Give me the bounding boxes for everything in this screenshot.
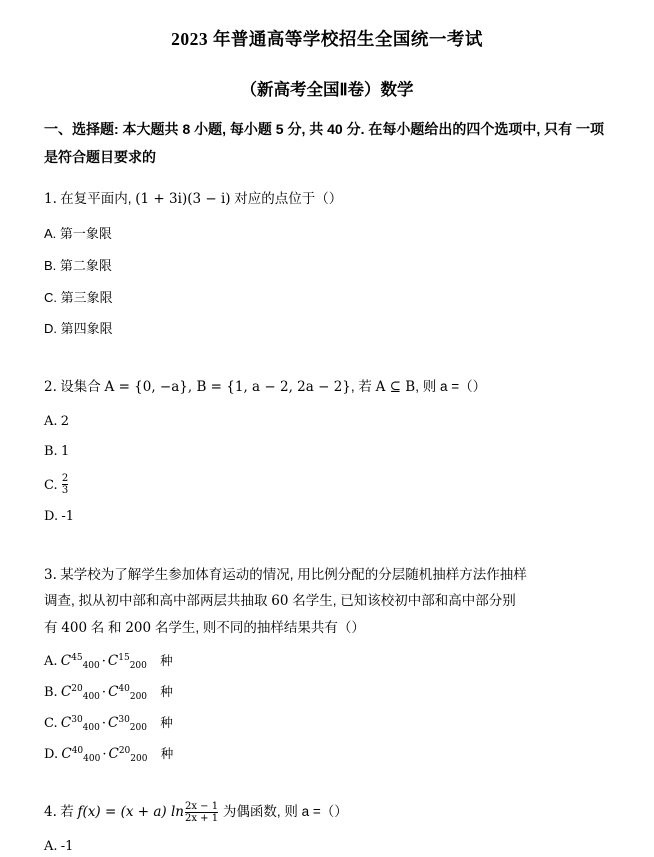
question-3-option-d-comb1: $C^{40}_{400}$ [61,745,101,764]
question-3-option-b-label: B. [44,684,58,700]
question-3-option-a-comb2: $C^{15}_{200}$ [107,653,147,672]
question-1-option-d[interactable]: D. 第四象限 [44,321,113,337]
question-3-options [44,652,610,764]
cdot-icon: · [101,654,106,670]
question-3-option-a[interactable] [44,652,610,672]
exam-paper-page [0,26,654,856]
question-2-option-c[interactable] [44,473,610,496]
question-3-option-c-comb2: $C^{30}_{200}$ [108,714,147,733]
question-3-stem-line3-c: 名学生, 则不同的抽样结果共有（） [151,619,365,635]
question-2-stem [44,374,610,400]
question-3-count-junior: 400 [61,619,88,636]
spacer-1 [44,339,610,361]
question-4 [44,799,610,856]
question-4-number: 4. [44,804,57,821]
question-1-option-c[interactable]: C. 第三象限 [44,289,113,305]
question-3-option-c[interactable] [44,714,610,734]
spacer-3 [44,764,610,786]
question-2-stem-mid: , 若 [350,379,376,395]
question-3-stem [44,562,610,641]
question-2-number: 2. [44,379,57,396]
question-1 [44,186,610,340]
question-4-fraction: $\frac{2x - 1}{2x + 1}$ [184,800,219,824]
question-3-option-d-unit: 种 [160,746,174,761]
question-4-stem [44,799,610,825]
question-3 [44,562,610,764]
question-3-option-d-label: D. [44,746,59,762]
question-3-stem-line2-b: 名学生, 已知该校初中部和高中部分别 [288,593,516,609]
question-2-option-c-label: C. [44,478,58,494]
question-2-option-c-value: $\frac{2}{3}$ [61,473,69,497]
question-2-option-b[interactable] [44,442,610,462]
question-3-stem-line3-a: 有 [44,619,62,635]
question-3-stem-line1 [44,562,610,588]
question-2-stem-post: , 则 a =（） [415,379,487,395]
question-3-option-b[interactable] [44,683,610,703]
question-4-options [44,837,610,857]
question-1-option-b[interactable]: B. 第二象限 [44,257,112,273]
question-3-stem-line1-text: 某学校为了解学生参加体育运动的情况, 用比例分配的分层随机抽样方法作抽样 [60,567,527,583]
question-2-options [44,412,610,528]
question-3-stem-line3-b: 名 和 [87,619,126,635]
question-1-stem [44,186,610,212]
question-1-option-a[interactable]: A. 第一象限 [44,225,112,241]
question-1-number: 1. [44,190,57,207]
question-4-stem-pre: 若 [60,804,78,820]
question-1-options [44,225,610,339]
question-2-stem-math2: A ⊆ B [375,379,416,396]
question-4-option-a-label: A. [44,838,58,854]
question-3-option-b-unit: 种 [160,684,173,699]
question-2-stem-math: A = {0, −a}, B = {1, a − 2, 2a − 2} [104,379,351,396]
question-3-option-b-comb2: $C^{40}_{200}$ [108,683,148,702]
question-1-stem-post: 对应的点位于（） [230,190,343,206]
question-3-option-b-comb1: $C^{20}_{400}$ [60,683,100,702]
question-4-option-a-value: -1 [60,838,74,854]
page-title: 2023 年普通高等学校招生全国统一考试 [171,29,483,49]
question-1-stem-pre: 在复平面内, [60,190,136,206]
question-3-stem-line2 [44,588,610,614]
question-4-option-a[interactable] [44,837,610,857]
cdot-icon: · [101,684,107,700]
question-2-option-b-label: B. [44,444,58,460]
question-2-option-d-label: D. [44,509,59,525]
question-2-option-a-value: 2 [60,413,70,429]
question-2 [44,374,610,527]
cdot-icon: · [102,746,107,762]
spacer-2 [44,527,610,549]
question-2-option-b-value: 1 [60,444,70,460]
question-3-stem-line2-a: 调查, 拟从初中部和高中部两层共抽取 [44,593,272,609]
section-heading-text: 一、选择题: 本大题共 8 小题, 每小题 5 分, 共 40 分. 在每小题给出的四个选项中, 只有 一项是符合题目要求的 [44,121,605,166]
question-3-count-senior: 200 [125,619,152,636]
question-3-option-a-comb1: $C^{45}_{400}$ [60,653,100,672]
question-3-option-c-comb1: $C^{30}_{400}$ [60,714,100,733]
question-2-stem-pre: 设集合 [60,379,105,395]
page-subtitle: （新高考全国Ⅱ卷）数学 [240,80,414,99]
question-2-option-a[interactable] [44,412,610,432]
section-heading [44,116,610,173]
question-3-stem-line3 [44,615,610,641]
question-1-stem-math: (1 + 3i)(3 − i) [135,190,231,207]
question-3-sample-size: 60 [271,593,289,610]
question-3-number: 3. [44,567,57,584]
question-2-option-a-label: A. [44,413,58,429]
question-2-option-d-value: -1 [61,509,75,525]
cdot-icon: · [101,715,106,731]
question-4-stem-post: 为偶函数, 则 a =（） [219,804,348,820]
question-3-option-c-label: C. [44,715,58,731]
question-3-option-d-comb2: $C^{20}_{200}$ [108,745,148,764]
question-3-option-a-label: A. [44,654,58,670]
question-4-stem-math: f(x) = (x + a) ln [77,804,184,821]
question-3-option-c-unit: 种 [160,715,173,730]
question-3-option-a-unit: 种 [160,654,173,669]
question-2-option-d[interactable] [44,507,610,527]
question-3-option-d[interactable] [44,745,610,765]
